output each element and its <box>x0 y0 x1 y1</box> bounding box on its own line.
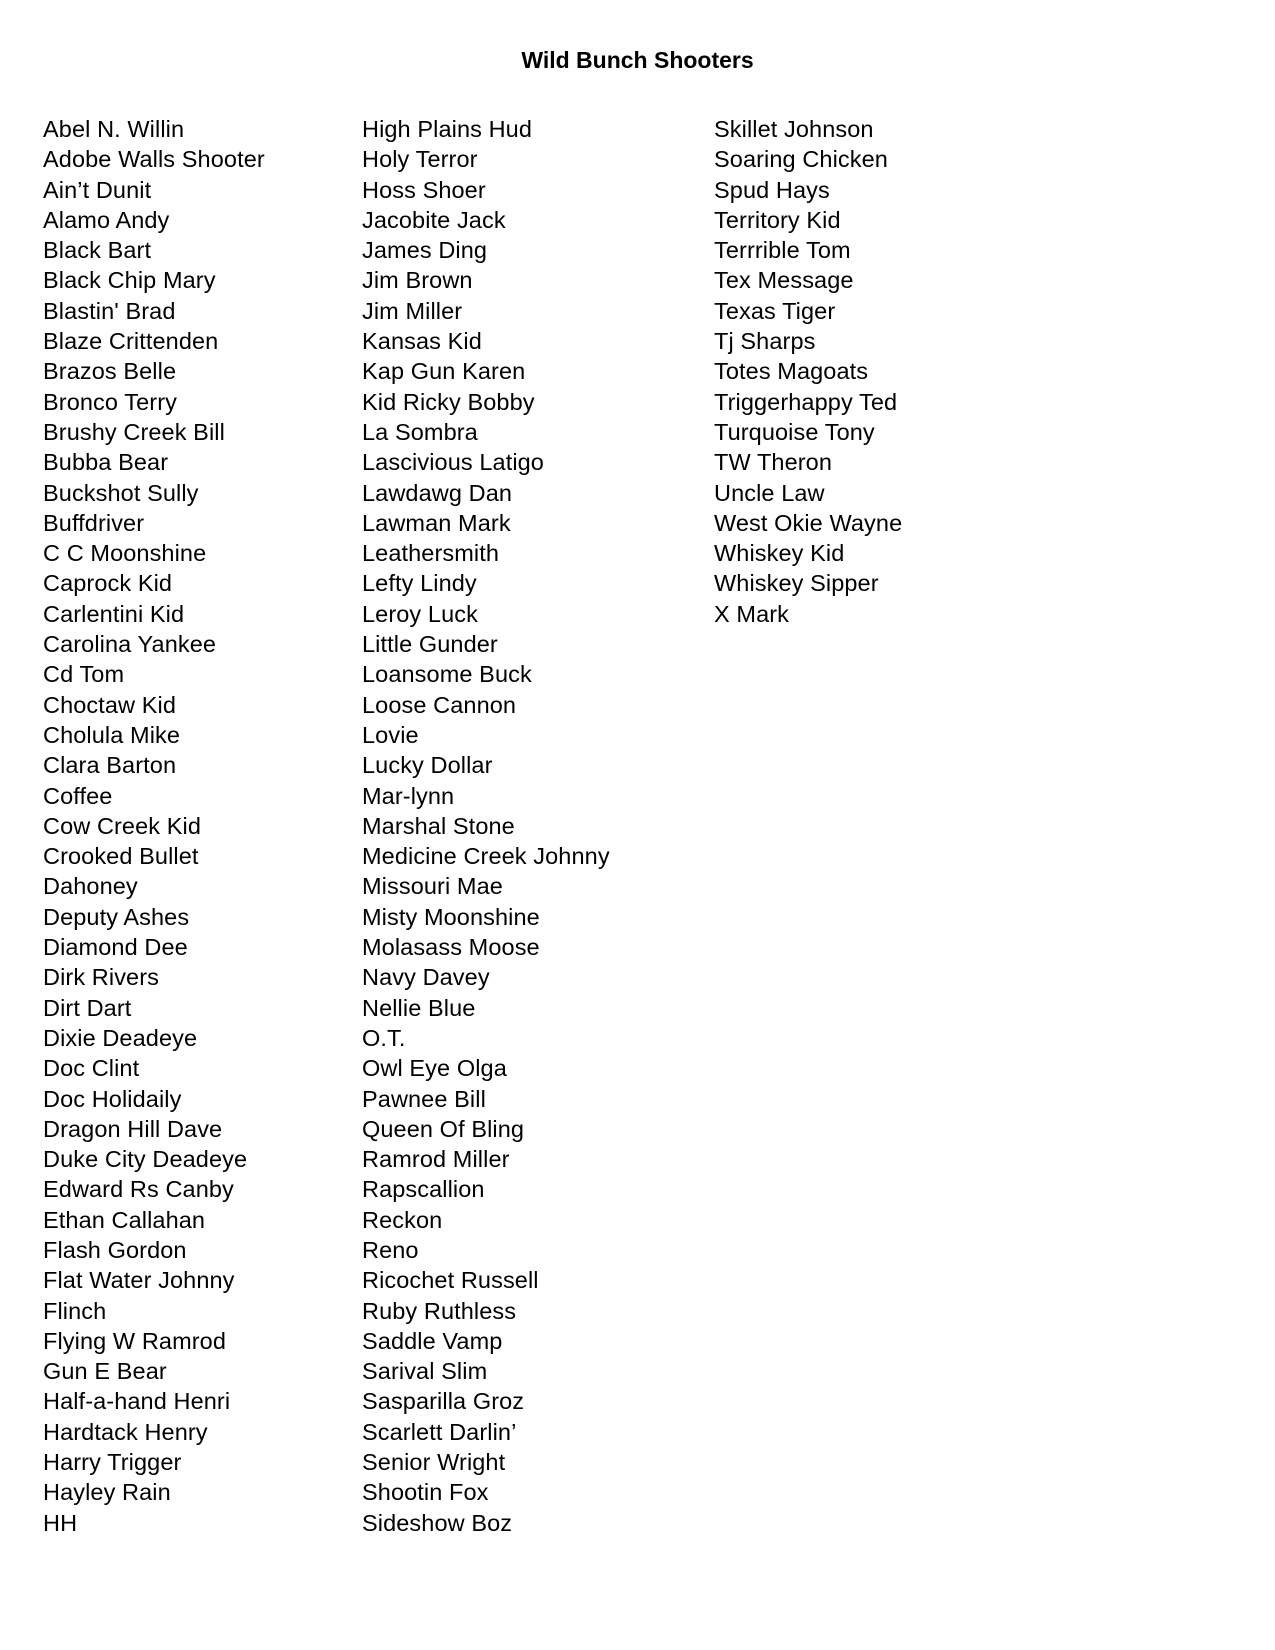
shooter-name: Dragon Hill Dave <box>43 1115 223 1142</box>
shooter-name: Misty Moonshine <box>362 903 540 930</box>
shooter-name: Dixie Deadeye <box>43 1024 198 1051</box>
shooter-name: Missouri Mae <box>362 873 503 900</box>
shooter-name: Coffee <box>43 782 113 809</box>
shooter-name: Triggerhappy Ted <box>714 388 898 415</box>
shooter-name: Lascivious Latigo <box>362 449 544 476</box>
shooter-name: Ricochet Russell <box>362 1267 539 1294</box>
shooter-name: Kid Ricky Bobby <box>362 388 535 415</box>
shooter-name: Ethan Callahan <box>43 1206 206 1233</box>
shooter-name: Medicine Creek Johnny <box>362 843 610 870</box>
shooter-name: Texas Tiger <box>714 297 836 324</box>
shooter-name: Tj Sharps <box>714 328 816 355</box>
shooter-name: Skillet Johnson <box>714 116 874 142</box>
shooter-name: Doc Clint <box>43 1055 140 1082</box>
shooter-name: Clara Barton <box>43 752 177 779</box>
shooter-name: Reno <box>362 1236 419 1263</box>
shooter-name: Alamo Andy <box>43 206 170 233</box>
shooter-name: Sideshow Boz <box>362 1509 513 1536</box>
name-column-2 <box>362 114 610 1538</box>
shooter-name: Lefty Lindy <box>362 570 477 597</box>
shooter-name: Lawman Mark <box>362 509 511 536</box>
shooter-name: Sasparilla Groz <box>362 1388 525 1415</box>
shooter-name: Ain’t Dunit <box>43 176 152 203</box>
shooter-name: Brushy Creek Bill <box>43 418 225 445</box>
shooter-name: Adobe Walls Shooter <box>43 146 265 173</box>
shooter-name: Tex Message <box>714 267 854 294</box>
shooter-name: Jim Brown <box>362 267 473 294</box>
shooter-name: Cd Tom <box>43 661 125 688</box>
shooter-name: Uncle Law <box>714 479 825 506</box>
shooter-name: C C Moonshine <box>43 540 207 567</box>
shooter-name: Lovie <box>362 721 419 748</box>
shooter-name: Cholula Mike <box>43 721 181 748</box>
shooter-name: Leathersmith <box>362 540 500 567</box>
shooter-name: Hayley Rain <box>43 1479 171 1506</box>
shooter-name: Whiskey Kid <box>714 540 845 567</box>
shooter-name: Shootin Fox <box>362 1479 489 1506</box>
shooter-name: X Mark <box>714 600 790 627</box>
shooter-name: Holy Terror <box>362 146 478 173</box>
shooter-name: Bronco Terry <box>43 388 177 415</box>
shooter-name: Buckshot Sully <box>43 479 199 506</box>
shooter-name: Black Bart <box>43 237 152 264</box>
shooter-name: Leroy Luck <box>362 600 478 627</box>
shooter-name: Caprock Kid <box>43 570 173 597</box>
shooter-name: Sarival Slim <box>362 1358 488 1385</box>
shooter-name: Harry Trigger <box>43 1449 182 1476</box>
shooter-name: La Sombra <box>362 418 478 445</box>
shooter-name: Navy Davey <box>362 964 490 991</box>
shooter-name: Marshal Stone <box>362 812 515 839</box>
shooter-name: High Plains Hud <box>362 116 533 142</box>
shooter-name: Blastin' Brad <box>43 297 176 324</box>
shooter-name: Hardtack Henry <box>43 1418 208 1445</box>
shooter-name: Pawnee Bill <box>362 1085 486 1112</box>
shooter-name: Crooked Bullet <box>43 843 199 870</box>
shooter-name: Choctaw Kid <box>43 691 177 718</box>
shooter-name: Spud Hays <box>714 176 830 203</box>
shooter-name: Ramrod Miller <box>362 1146 510 1173</box>
shooter-name: Dahoney <box>43 873 138 900</box>
shooter-name: Kansas Kid <box>362 328 482 355</box>
shooter-name: Loansome Buck <box>362 661 532 688</box>
shooter-name: Terrrible Tom <box>714 237 851 264</box>
shooter-name: Saddle Vamp <box>362 1327 503 1354</box>
shooter-name: Buffdriver <box>43 509 145 536</box>
shooter-name: Scarlett Darlin’ <box>362 1418 517 1445</box>
shooter-name: Diamond Dee <box>43 934 188 961</box>
shooter-name: HH <box>43 1509 78 1536</box>
shooter-name: TW Theron <box>714 449 832 476</box>
shooter-name: Cow Creek Kid <box>43 812 202 839</box>
shooter-name: Loose Cannon <box>362 691 517 718</box>
shooter-name: Doc Holidaily <box>43 1085 182 1112</box>
shooter-name: Reckon <box>362 1206 443 1233</box>
shooter-name: Carlentini Kid <box>43 600 185 627</box>
shooter-name: Gun E Bear <box>43 1358 167 1385</box>
shooter-name: Ruby Ruthless <box>362 1297 517 1324</box>
shooter-name: Owl Eye Olga <box>362 1055 507 1082</box>
shooter-name: Jim Miller <box>362 297 463 324</box>
shooter-name: Duke City Deadeye <box>43 1146 248 1173</box>
shooter-name: Edward Rs Canby <box>43 1176 234 1203</box>
name-column-3 <box>714 114 902 629</box>
shooter-name: Mar-lynn <box>362 782 455 809</box>
shooter-name: Deputy Ashes <box>43 903 190 930</box>
shooter-name: Turquoise Tony <box>714 418 875 445</box>
page-title: Wild Bunch Shooters <box>521 47 754 73</box>
shooter-name: Flying W Ramrod <box>43 1327 227 1354</box>
shooter-name: Carolina Yankee <box>43 631 217 658</box>
shooter-name: Dirt Dart <box>43 994 132 1021</box>
shooter-name: Lawdawg Dan <box>362 479 513 506</box>
name-column-1 <box>43 114 265 1538</box>
shooter-name: James Ding <box>362 237 488 264</box>
shooter-name: Bubba Bear <box>43 449 169 476</box>
shooter-name: Hoss Shoer <box>362 176 486 203</box>
shooter-name: Abel N. Willin <box>43 116 185 142</box>
shooter-name: Lucky Dollar <box>362 752 493 779</box>
shooter-name: Totes Magoats <box>714 358 869 385</box>
shooter-name: Little Gunder <box>362 631 498 658</box>
shooter-name: O.T. <box>362 1024 406 1051</box>
shooter-name: Soaring Chicken <box>714 146 888 173</box>
shooter-name: Brazos Belle <box>43 358 177 385</box>
shooter-name: Kap Gun Karen <box>362 358 526 385</box>
shooter-name: Flash Gordon <box>43 1236 187 1263</box>
shooter-name: Molasass Moose <box>362 934 540 961</box>
shooter-name: Queen Of Bling <box>362 1115 525 1142</box>
shooter-name: Territory Kid <box>714 206 841 233</box>
shooter-name: Black Chip Mary <box>43 267 216 294</box>
shooter-name: Dirk Rivers <box>43 964 159 991</box>
shooter-name: Flinch <box>43 1297 107 1324</box>
shooter-name: Rapscallion <box>362 1176 485 1203</box>
shooter-name: Whiskey Sipper <box>714 570 879 597</box>
shooter-name: Blaze Crittenden <box>43 328 219 355</box>
shooter-name: Jacobite Jack <box>362 206 506 233</box>
shooter-name: Senior Wright <box>362 1449 506 1476</box>
shooter-name: Nellie Blue <box>362 994 476 1021</box>
shooter-name: Flat Water Johnny <box>43 1267 235 1294</box>
shooter-name: Half-a-hand Henri <box>43 1388 231 1415</box>
shooter-name: West Okie Wayne <box>714 509 903 536</box>
